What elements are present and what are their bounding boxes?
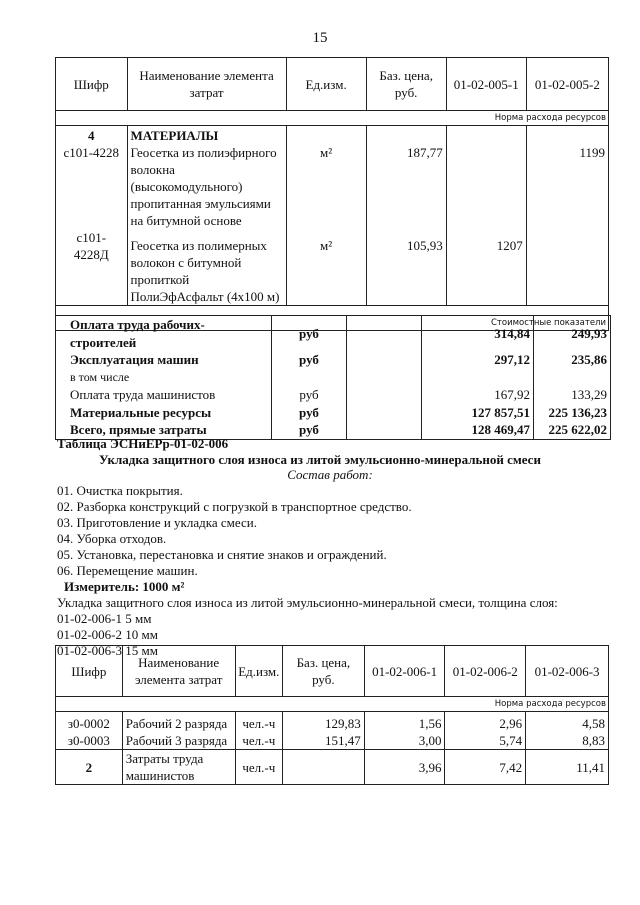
total-row [56,316,611,352]
total-row [56,369,611,387]
cost-label: Стоимостные показатели [56,316,609,331]
total-unit: руб [272,351,347,369]
work-step: 03. Приготовление и укладка смеси. [57,515,257,530]
row-price: 105,93 [406,238,443,253]
row-code: з0-0002 [56,712,123,733]
total-unit: руб [272,421,347,439]
norm-label: Норма расхода ресурсов [56,697,609,712]
materials-col2-cell [526,126,608,306]
materials-names-cell [127,126,286,306]
row-v2: 2,96 [445,712,526,733]
total-row [56,386,611,404]
header-col-005-1: 01-02-005-1 [446,58,526,111]
row-name-line: на битумной основе [130,213,242,228]
header-name: Наименование элемента затрат [127,58,286,111]
row-unit: чел.-ч [235,732,282,750]
total-name: Оплата труда машинистов [56,386,272,404]
header-col-006-1: 01-02-006-1 [364,646,445,697]
section-row [56,750,609,785]
row-name-line: волокон с битумной [130,255,242,270]
row-v2: 5,74 [445,732,526,750]
section-name [122,750,235,785]
total-v2: 249,93 [534,316,611,352]
section-price [282,750,364,785]
work-step: 06. Перемещение машин. [57,563,198,578]
total-name: Всего, прямые затраты [56,421,272,439]
row-code: с101-4228 [63,145,120,160]
row-name: Рабочий 3 разряда [122,732,235,750]
row-price: 129,83 [282,712,364,733]
row-name-line: ПолиЭфАсфальт (4х100 м) [130,289,280,304]
section-title: Укладка защитного слоя износа из литой эмульсионно-минеральной смеси [99,452,541,467]
table-label: Таблица ЭСНиЕРр-01-02-006 [57,436,229,451]
total-v2: 235,86 [534,351,611,369]
norm-label: Норма расхода ресурсов [56,111,609,126]
materials-section-row [56,126,609,306]
row-code: с101- [76,230,107,245]
materials-units-cell [286,126,366,306]
header-name-line: Наименование [138,655,220,670]
work-step: 01. Очистка покрытия. [57,483,183,498]
resource-table-01-02-005 [55,57,609,331]
total-v1: 127 857,51 [422,404,534,422]
spacer-row [56,306,609,316]
row-value [450,144,523,161]
composition-label: Состав работ: [287,467,373,482]
row-name-line: пропитанная эмульсиями [130,196,271,211]
section-name-line: машинистов [125,768,195,783]
page-number: 15 [312,30,328,46]
section-v1: 3,96 [364,750,445,785]
header-col-006-2: 01-02-006-2 [445,646,526,697]
total-name: Материальные ресурсы [56,404,272,422]
variant: 01-02-006-2 10 мм [57,627,158,642]
total-v2: 225 136,23 [534,404,611,422]
total-v1: 167,92 [422,386,534,404]
total-unit: руб [272,404,347,422]
table-header-row [56,58,609,111]
header-unit: Ед.изм. [235,646,282,697]
row-unit: чел.-ч [235,712,282,733]
total-v2: 225 622,02 [534,421,611,439]
section-title: МАТЕРИАЛЫ [130,128,219,143]
total-v1: 128 469,47 [422,421,534,439]
header-unit: Ед.изм. [286,58,366,111]
row-value: 1199 [579,145,605,160]
header-price-line: руб. [312,672,335,687]
row-unit: м² [320,145,333,160]
section-name-line: Затраты труда [125,751,204,766]
row-value: 1207 [496,238,523,253]
materials-prices-cell [366,126,446,306]
row-price: 151,47 [282,732,364,750]
total-unit: руб [272,316,347,352]
section-code: 2 [56,750,123,785]
row-name-line: волокна [130,162,175,177]
row-v1: 1,56 [364,712,445,733]
total-name: Эксплуатация машин [56,351,272,369]
work-step: 02. Разборка конструкций с погрузкой в транспортное средство. [57,499,412,514]
total-name: Оплата труда рабочих-строителей [56,316,272,352]
header-price-line: Баз. цена, [296,655,351,670]
row-name-line: Геосетка из полиэфирного [130,145,277,160]
header-price: Баз. цена, руб. [366,58,446,111]
row-name-line: (высокомодульного) [130,179,243,194]
total-unit: руб [272,386,347,404]
section-unit: чел.-ч [235,750,282,785]
row-v3: 8,83 [526,732,609,750]
resource-table-01-02-006 [55,645,609,785]
row-v3: 4,58 [526,712,609,733]
row-code: 4228Д [73,247,109,262]
row-name-line: Геосетка из полимерных [130,238,267,253]
header-name-line: элемента затрат [134,672,223,687]
variant: 01-02-006-3 15 мм [57,643,158,658]
materials-col1-cell [446,126,526,306]
section-code: 4 [88,128,95,143]
cost-totals-table [55,315,611,440]
header-price [282,646,364,697]
total-name: в том числе [56,369,272,387]
row-code: з0-0003 [56,732,123,750]
header-col-006-3: 01-02-006-3 [526,646,609,697]
section-v2: 7,42 [445,750,526,785]
work-step: 05. Установка, перестановка и снятие знаков и ограждений. [57,547,387,562]
section-v3: 11,41 [526,750,609,785]
total-v2: 133,29 [534,386,611,404]
table-row [56,732,609,750]
header-col-005-2: 01-02-005-2 [526,58,608,111]
table-header-row [56,646,609,697]
description: Укладка защитного слоя износа из литой эмульсионно-минеральной смеси, толщина слоя: [57,595,558,610]
table-row [56,712,609,733]
meter: Измеритель: 1000 м² [64,579,185,594]
row-v1: 3,00 [364,732,445,750]
row-price: 187,77 [406,145,443,160]
row-name: Рабочий 2 разряда [122,712,235,733]
variant: 01-02-006-1 5 мм [57,611,152,626]
norm-label-row [56,111,609,126]
row-name-line: пропиткой [130,272,190,287]
norm-label-row [56,697,609,712]
work-step: 04. Уборка отходов. [57,531,167,546]
row-unit: м² [320,238,333,253]
header-code: Шифр [56,646,123,697]
header-code: Шифр [56,58,128,111]
total-row [56,404,611,422]
total-v1: 314,84 [422,316,534,352]
total-v1: 297,12 [422,351,534,369]
total-row [56,351,611,369]
header-name [122,646,235,697]
materials-codes-cell [56,126,128,306]
